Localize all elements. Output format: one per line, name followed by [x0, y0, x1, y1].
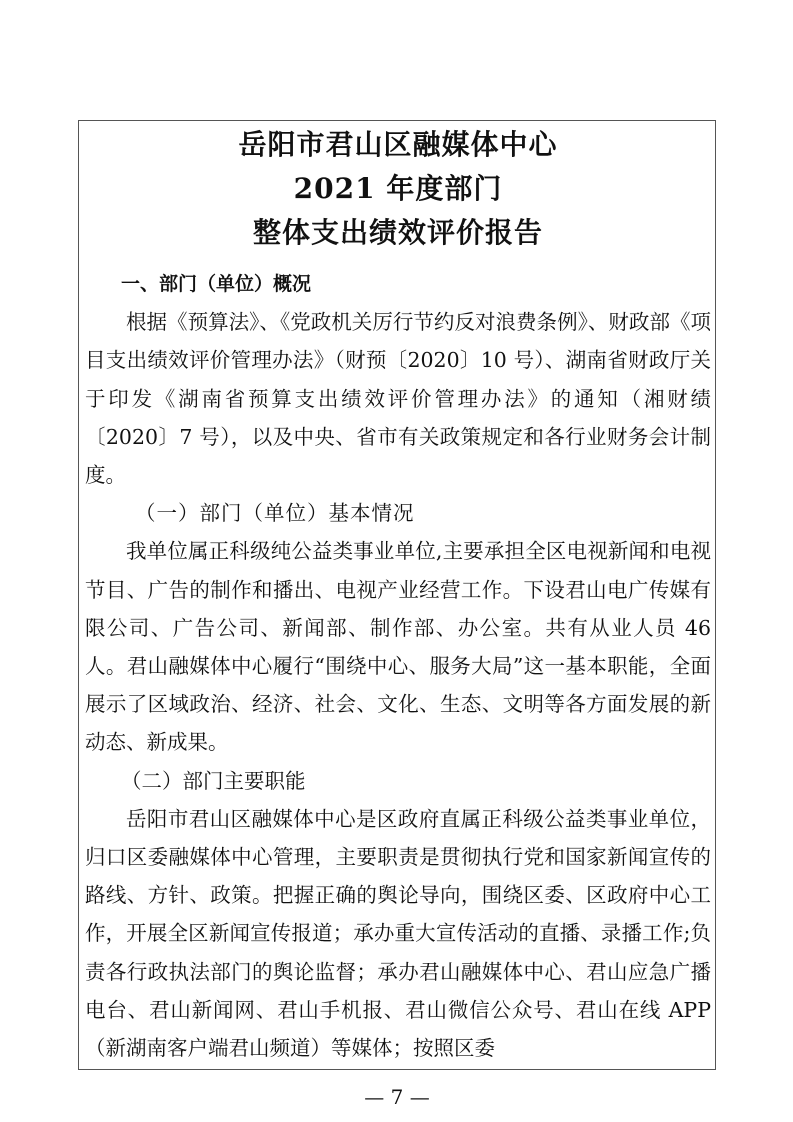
section-heading-overview: 一、部门（单位）概况	[121, 273, 312, 295]
page-number: — 7 —	[364, 1085, 430, 1110]
report-body	[85, 265, 711, 1067]
subsection-heading-basic-info: （一）部门（单位）基本情况	[135, 501, 415, 526]
report-title-line-2: 2021 年度部门	[293, 172, 503, 205]
page-frame	[78, 120, 716, 1070]
subsection-heading-functions: （二）部门主要职能	[121, 768, 306, 793]
paragraph-basis: 根据《预算法》、《党政机关厉行节约反对浪费条例》、财政部《项目支出绩效评价管理办法》（财预〔2020〕10 号）、湖南省财政厅关于印发《湖南省预算支出绩效评价管理办法》的通知（湘财绩〔2020〕7 号），以及中央、省市有关政策规定和各行业财务会计制度。	[85, 310, 711, 488]
paragraph-functions: 岳阳市君山区融媒体中心是区政府直属正科级公益类事业单位，归口区委融媒体中心管理，主要职责是贯彻执行党和国家新闻宣传的路线、方针、政策。把握正确的舆论导向，围绕区委、区政府中心工作，开展全区新闻宣传报道；承办重大宣传活动的直播、录播工作;负责各行政执法部门的舆论监督；承办君山融媒体中心、君山应急广播电台、君山新闻网、君山手机报、君山微信公众号、君山在线 APP（新湖南客户端君山频道）等媒体；按照区委	[85, 806, 711, 1061]
paragraph-basic-info: 我单位属正科级纯公益类事业单位,主要承担全区电视新闻和电视节目、广告的制作和播出、电视产业经营工作。下设君山电广传媒有限公司、广告公司、新闻部、制作部、办公室。共有从业人员 46 人。君山融媒体中心履行“围绕中心、服务大局”这一基本职能，全面展示了区域政治、经济、社会、文化、生态、文明等各方面发展的新动态、新成果。	[85, 539, 711, 755]
report-title-line-1: 岳阳市君山区融媒体中心	[238, 128, 558, 161]
report-title-line-3: 整体支出绩效评价报告	[252, 216, 543, 249]
report-title	[85, 121, 711, 255]
